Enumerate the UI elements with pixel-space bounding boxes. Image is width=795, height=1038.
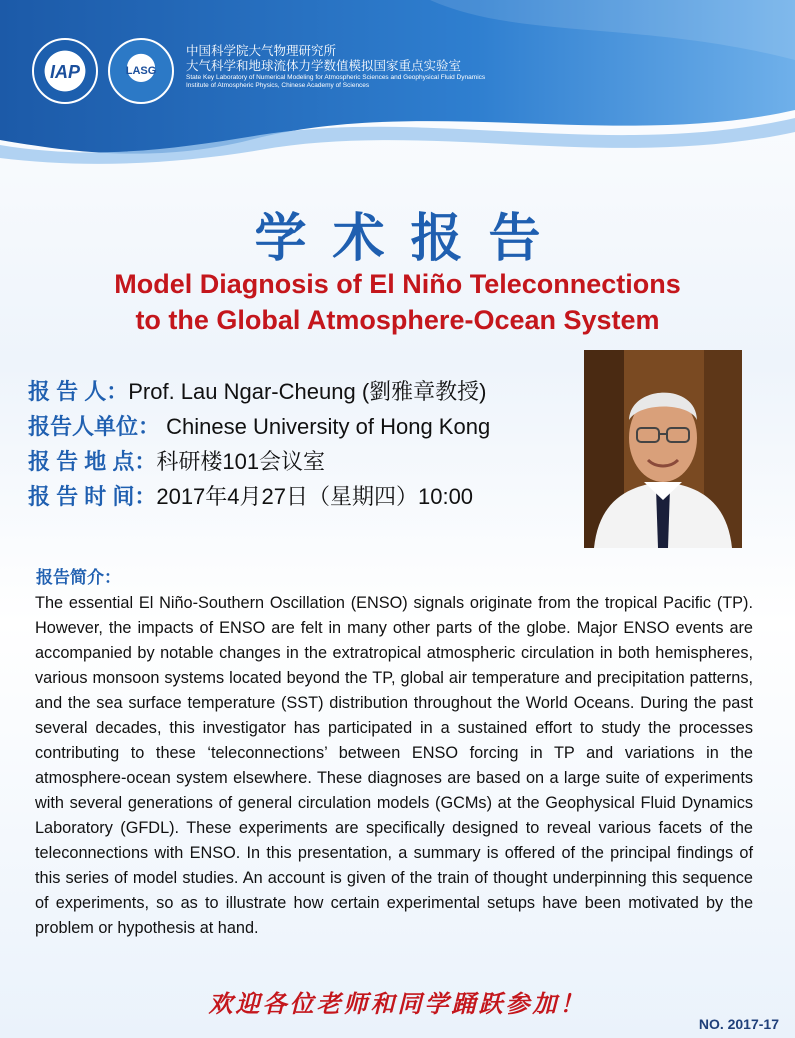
lab-name-cn: 大气科学和地球流体力学数值模拟国家重点实验室 [186,59,462,73]
affiliation-value: Chinese University of Hong Kong [160,414,491,439]
talk-title-line-2: to the Global Atmosphere-Ocean System [135,305,660,335]
speaker-photo [584,350,742,548]
abstract-text: The essential El Niño-Southern Oscillation (ENSO) signals originate from the tropical Pacific (TP). However, the impacts of ENSO are felt in many other parts of the globe. Major ENSO events are accompanied by notable changes in the extratropical atmospheric circulation in both hemispheres, various monsoon systems located beyond the TP, global air temperature and precipitation patterns, and the sea surface temperature (SST) distribution throughout the World Oceans. During the past several decades, this investigator has participated in a sustained effort to study the processes contributing to these ‘teleconnections’ between ENSO forcing in TP and variations in the atmosphere-ocean system elsewhere. These diagnoses are based on a large suite of experiments with several generations of general circulation models (GCMs) at the Geophysical Fluid Dynamics Laboratory (GFDL). These experiments are specifically designed to reveal various facets of the teleconnections with ENSO. In this presentation, a summary is offered of the principal findings of this series of model studies. An account is given of the train of thought underpinning this sequence of experiments, so as to illustrate how certain experimental setups have been motivated by the problem or hypothesis at hand. [35,594,753,937]
poster-title: 学术报告 [254,208,567,269]
location-value: 科研楼101会议室 [156,449,326,474]
speaker-value: Prof. Lau Ngar-Cheung (劉雅章教授) [128,379,487,404]
time-row [28,479,568,514]
speaker-portrait-icon [584,350,742,548]
header-band [0,0,795,170]
affiliation-label: 报告人单位： [28,414,161,439]
institution-block [186,44,485,90]
lasg-logo: LASG [108,38,174,104]
time-value: 2017年4月27日（星期四）10:00 [156,484,474,509]
speaker-row [28,374,568,409]
poster-number: NO. 2017-17 [698,1016,779,1032]
talk-info [28,374,568,514]
time-label: 报 告 时 间： [28,484,157,509]
location-row [28,444,568,479]
institution-name-en: Institute of Atmospheric Physics, Chinese Academy of Sciences [186,82,370,89]
institution-name-cn: 中国科学院大气物理研究所 [186,44,337,58]
welcome-message: 欢迎各位老师和同学踊跃参加！ [208,989,587,1018]
abstract-label: 报告简介： [36,568,121,587]
location-label: 报 告 地 点： [28,449,157,474]
talk-title-line-1: Model Diagnosis of El Niño Teleconnections [114,269,681,299]
iap-logo: IAP [32,38,98,104]
lab-name-en: State Key Laboratory of Numerical Modeling for Atmospheric Sciences and Geophysical Fluid Dynamics [186,74,486,81]
affiliation-row [28,409,568,444]
talk-title [0,266,795,338]
speaker-label: 报 告 人： [28,379,129,404]
